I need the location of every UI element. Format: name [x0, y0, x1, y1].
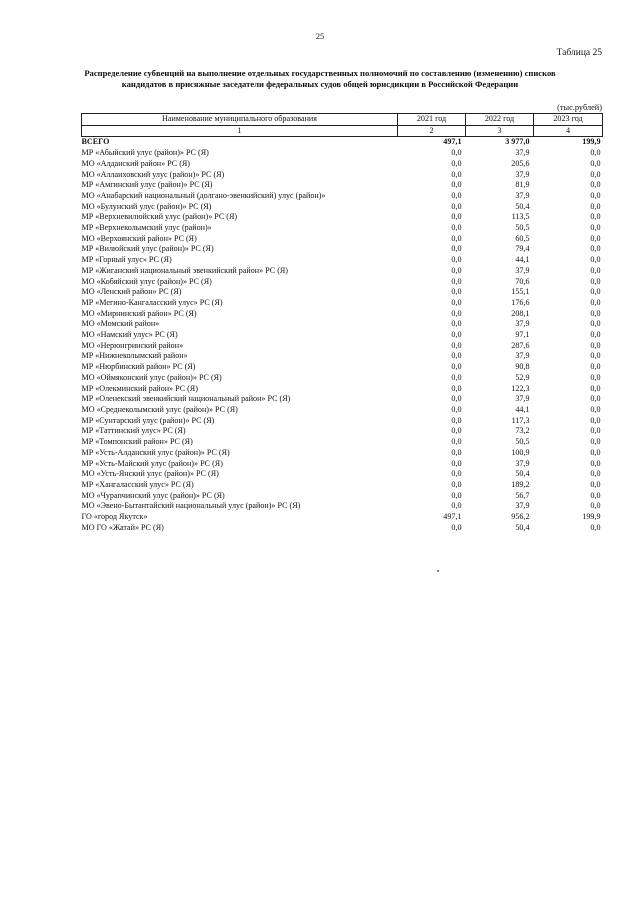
table-row — [82, 480, 603, 491]
value-2023: 0,0 — [590, 394, 601, 404]
value-2022: 50,5 — [515, 437, 530, 447]
municipality-name: МО «Мирнинский район» РС (Я) — [81, 308, 197, 318]
value-2023: 0,0 — [590, 362, 601, 372]
value-2021: 0,0 — [451, 340, 462, 350]
value-2022: 37,9 — [515, 319, 530, 329]
value-2022: 70,6 — [515, 276, 530, 286]
column-number: 1 — [82, 125, 398, 137]
value-2023: 0,0 — [590, 297, 601, 307]
value-2023: 0,0 — [590, 287, 601, 297]
value-2023: 0,0 — [590, 426, 601, 436]
value-2022: 52,9 — [515, 372, 530, 382]
value-2023: 0,0 — [590, 265, 601, 275]
value-2023: 0,0 — [590, 351, 601, 361]
value-2021: 0,0 — [451, 223, 462, 233]
table-row — [82, 394, 603, 405]
column-header-2022: 2022 год — [466, 114, 534, 126]
value-2021: 0,0 — [451, 297, 462, 307]
value-2021: 0,0 — [451, 148, 462, 158]
municipality-name: МР «Верхневилюйский улус (район)» РС (Я) — [81, 212, 238, 222]
value-2021: 0,0 — [451, 490, 462, 500]
value-2023: 0,0 — [590, 383, 601, 393]
value-2022: 189,2 — [511, 479, 530, 489]
value-2021: 0,0 — [451, 180, 462, 190]
value-2023: 0,0 — [590, 223, 601, 233]
value-2021: 0,0 — [451, 426, 462, 436]
municipality-name: МР «Мегино-Кангаласский улус» РС (Я) — [81, 297, 223, 307]
municipality-name: МР «Усть-Майский улус (район)» РС (Я) — [81, 458, 223, 468]
value-2021: 0,0 — [451, 308, 462, 318]
value-2022: 50,4 — [515, 522, 530, 532]
value-2021: 0,0 — [451, 383, 462, 393]
municipality-name: МО «Намский улус» РС (Я) — [81, 330, 178, 340]
table-row — [82, 416, 603, 427]
table-row — [82, 202, 603, 213]
column-header-2021: 2021 год — [398, 114, 466, 126]
table-row — [82, 298, 603, 309]
table-row — [82, 319, 603, 330]
table-row — [82, 255, 603, 266]
municipality-name: ГО «город Якутск» — [81, 512, 148, 522]
table-row — [82, 170, 603, 181]
value-2023: 0,0 — [590, 330, 601, 340]
value-2021: 0,0 — [451, 458, 462, 468]
value-2023: 0,0 — [590, 308, 601, 318]
table-row — [82, 448, 603, 459]
value-2021: 0,0 — [451, 394, 462, 404]
value-2023: 0,0 — [590, 244, 601, 254]
scan-mark — [437, 570, 439, 572]
value-2021: 0,0 — [451, 169, 462, 179]
municipality-name: МО «Оймяконский улус (район)» РС (Я) — [81, 372, 222, 382]
total-label: ВСЕГО — [81, 137, 110, 147]
value-2022: 79,4 — [515, 244, 530, 254]
value-2021: 0,0 — [451, 158, 462, 168]
value-2021: 0,0 — [451, 415, 462, 425]
total-2022: 3 977,0 — [505, 137, 530, 147]
value-2021: 0,0 — [451, 265, 462, 275]
municipality-name: МР «Жиганский национальный эвенкийский район» РС (Я) — [81, 265, 288, 275]
table-row — [82, 501, 603, 512]
value-2023: 199,9 — [582, 512, 601, 522]
value-2021: 0,0 — [451, 437, 462, 447]
municipality-name: МО «Чурапчинский улус (район)» РС (Я) — [81, 490, 225, 500]
value-2021: 0,0 — [451, 201, 462, 211]
value-2023: 0,0 — [590, 490, 601, 500]
value-2021: 0,0 — [451, 319, 462, 329]
value-2022: 37,9 — [515, 169, 530, 179]
value-2022: 44,1 — [515, 255, 530, 265]
value-2022: 208,1 — [511, 308, 530, 318]
value-2021: 0,0 — [451, 522, 462, 532]
value-2021: 0,0 — [451, 330, 462, 340]
municipality-name: МО «Нерюнгринский район» — [81, 340, 184, 350]
value-2021: 0,0 — [451, 372, 462, 382]
column-number: 2 — [398, 125, 466, 137]
value-2023: 0,0 — [590, 437, 601, 447]
value-2022: 37,9 — [515, 265, 530, 275]
table-body — [82, 137, 603, 534]
value-2022: 90,8 — [515, 362, 530, 372]
municipality-name: МР «Сунтарский улус (район)» РС (Я) — [81, 415, 215, 425]
value-2022: 44,1 — [515, 404, 530, 414]
municipality-name: МО «Булунский улус (район)» РС (Я) — [81, 201, 212, 211]
table-row — [82, 191, 603, 202]
value-2022: 50,4 — [515, 469, 530, 479]
value-2022: 37,9 — [515, 351, 530, 361]
municipality-name: МР «Таттинский улус» РС (Я) — [81, 426, 186, 436]
value-2023: 0,0 — [590, 415, 601, 425]
value-2022: 113,5 — [511, 212, 530, 222]
table-row — [82, 266, 603, 277]
value-2023: 0,0 — [590, 447, 601, 457]
value-2022: 37,9 — [515, 148, 530, 158]
value-2023: 0,0 — [590, 255, 601, 265]
municipality-name: МО «Среднеколымский улус (район)» РС (Я) — [81, 404, 238, 414]
column-number: 4 — [534, 125, 603, 137]
value-2023: 0,0 — [590, 190, 601, 200]
column-number-row — [82, 125, 603, 137]
total-2023: 199,9 — [582, 137, 601, 147]
value-2021: 0,0 — [451, 479, 462, 489]
value-2023: 0,0 — [590, 276, 601, 286]
total-row — [82, 137, 603, 148]
value-2021: 0,0 — [451, 255, 462, 265]
value-2022: 176,6 — [511, 297, 530, 307]
units-label: (тыс.рублей) — [557, 103, 602, 112]
value-2023: 0,0 — [590, 212, 601, 222]
value-2023: 0,0 — [590, 458, 601, 468]
table-row — [82, 351, 603, 362]
value-2023: 0,0 — [590, 319, 601, 329]
municipality-name: МО «Усть-Янский улус (район)» РС (Я) — [81, 469, 219, 479]
value-2021: 0,0 — [451, 244, 462, 254]
header-row — [82, 114, 603, 126]
municipality-name: МР «Нижнеколымский район» — [81, 351, 188, 361]
value-2021: 0,0 — [451, 233, 462, 243]
value-2023: 0,0 — [590, 340, 601, 350]
value-2022: 56,7 — [515, 490, 530, 500]
document-title: Распределение субвенций на выполнение отдельных государственных полномочий по составлению (изменению) списков кандидатов в присяжные заседатели федеральных судов общей юрисдикции в Российской Федерации — [84, 68, 556, 89]
value-2023: 0,0 — [590, 372, 601, 382]
value-2022: 37,9 — [515, 190, 530, 200]
municipality-name: МО «Алданский район» РС (Я) — [81, 158, 190, 168]
municipality-name: МР «Горный улус» РС (Я) — [81, 255, 172, 265]
municipality-name: МО ГО «Жатай» РС (Я) — [81, 522, 164, 532]
table-row — [82, 384, 603, 395]
table-row — [82, 234, 603, 245]
value-2023: 0,0 — [590, 469, 601, 479]
column-header-2023: 2023 год — [534, 114, 603, 126]
value-2023: 0,0 — [590, 522, 601, 532]
municipality-name: МР «Верхнеколымский улус (район)» — [81, 223, 212, 233]
value-2022: 60,5 — [515, 233, 530, 243]
municipality-name: МО «Анабарский национальный (долгано-эвенкийский) улус (район)» — [81, 190, 326, 200]
table-row — [82, 159, 603, 170]
table-row — [82, 437, 603, 448]
value-2022: 956,2 — [511, 512, 530, 522]
municipality-name: МР «Оленекский эвенкийский национальный район» РС (Я) — [81, 394, 291, 404]
table-row — [82, 180, 603, 191]
table-row — [82, 148, 603, 159]
value-2022: 117,3 — [511, 415, 530, 425]
value-2023: 0,0 — [590, 158, 601, 168]
value-2021: 497,1 — [443, 512, 462, 522]
page-number: 25 — [315, 31, 325, 41]
municipality-name: МО «Ленский район» РС (Я) — [81, 287, 182, 297]
municipality-name: МР «Томпонский район» РС (Я) — [81, 437, 193, 447]
municipality-name: МР «Усть-Алданский улус (район)» РС (Я) — [81, 447, 230, 457]
value-2022: 50,4 — [515, 201, 530, 211]
table-row — [82, 491, 603, 502]
value-2021: 0,0 — [451, 276, 462, 286]
value-2023: 0,0 — [590, 169, 601, 179]
value-2023: 0,0 — [590, 148, 601, 158]
value-2022: 37,9 — [515, 501, 530, 511]
municipality-name: МО «Аллаиховский улус (район)» РС (Я) — [81, 169, 225, 179]
table-row — [82, 223, 603, 234]
value-2022: 37,9 — [515, 458, 530, 468]
municipality-name: МР «Олекминский район» РС (Я) — [81, 383, 198, 393]
table-row — [82, 426, 603, 437]
value-2022: 50,5 — [515, 223, 530, 233]
value-2022: 73,2 — [515, 426, 530, 436]
table-row — [82, 523, 603, 534]
table-row — [82, 330, 603, 341]
municipality-name: МР «Вилюйский улус (район)» РС (Я) — [81, 244, 214, 254]
value-2023: 0,0 — [590, 479, 601, 489]
table-row — [82, 459, 603, 470]
table-row — [82, 244, 603, 255]
table-header — [82, 114, 603, 137]
value-2022: 287,6 — [511, 340, 530, 350]
value-2021: 0,0 — [451, 362, 462, 372]
value-2022: 100,9 — [511, 447, 530, 457]
value-2022: 122,3 — [511, 383, 530, 393]
value-2021: 0,0 — [451, 287, 462, 297]
municipality-name: МР «Нюрбинский район» РС (Я) — [81, 362, 196, 372]
value-2021: 0,0 — [451, 351, 462, 361]
table-row — [82, 287, 603, 298]
value-2021: 0,0 — [451, 469, 462, 479]
municipality-name: МО «Эвено-Бытантайский национальный улус (район)» РС (Я) — [81, 501, 301, 511]
table-row — [82, 309, 603, 320]
municipality-name: МР «Хангаласский улус» РС (Я) — [81, 479, 194, 489]
value-2023: 0,0 — [590, 201, 601, 211]
value-2021: 0,0 — [451, 447, 462, 457]
total-2021: 497,1 — [443, 137, 462, 147]
municipality-name: МО «Кобяйский улус (район)» РС (Я) — [81, 276, 212, 286]
municipality-name: МО «Момский район» — [81, 319, 160, 329]
table-row — [82, 469, 603, 480]
value-2021: 0,0 — [451, 212, 462, 222]
value-2021: 0,0 — [451, 501, 462, 511]
municipality-name: МР «Амгинский улус (район)» РС (Я) — [81, 180, 213, 190]
value-2022: 205,6 — [511, 158, 530, 168]
value-2023: 0,0 — [590, 404, 601, 414]
value-2022: 155,1 — [511, 287, 530, 297]
table-row — [82, 373, 603, 384]
value-2022: 37,9 — [515, 394, 530, 404]
value-2022: 97,1 — [515, 330, 530, 340]
value-2023: 0,0 — [590, 233, 601, 243]
table-label: Таблица 25 — [556, 48, 602, 58]
table-row — [82, 341, 603, 352]
table-row — [82, 512, 603, 523]
value-2021: 0,0 — [451, 404, 462, 414]
value-2021: 0,0 — [451, 190, 462, 200]
municipality-name: МР «Абыйский улус (район)» РС (Я) — [81, 148, 209, 158]
table-row — [82, 212, 603, 223]
municipality-name: МО «Верхоянский район» РС (Я) — [81, 233, 197, 243]
column-number: 3 — [466, 125, 534, 137]
table-row — [82, 362, 603, 373]
value-2023: 0,0 — [590, 501, 601, 511]
value-2023: 0,0 — [590, 180, 601, 190]
value-2022: 81,9 — [515, 180, 530, 190]
column-header-name: Наименование муниципального образования — [82, 114, 398, 126]
subventions-table — [81, 113, 603, 533]
table-row — [82, 405, 603, 416]
table-row — [82, 277, 603, 288]
